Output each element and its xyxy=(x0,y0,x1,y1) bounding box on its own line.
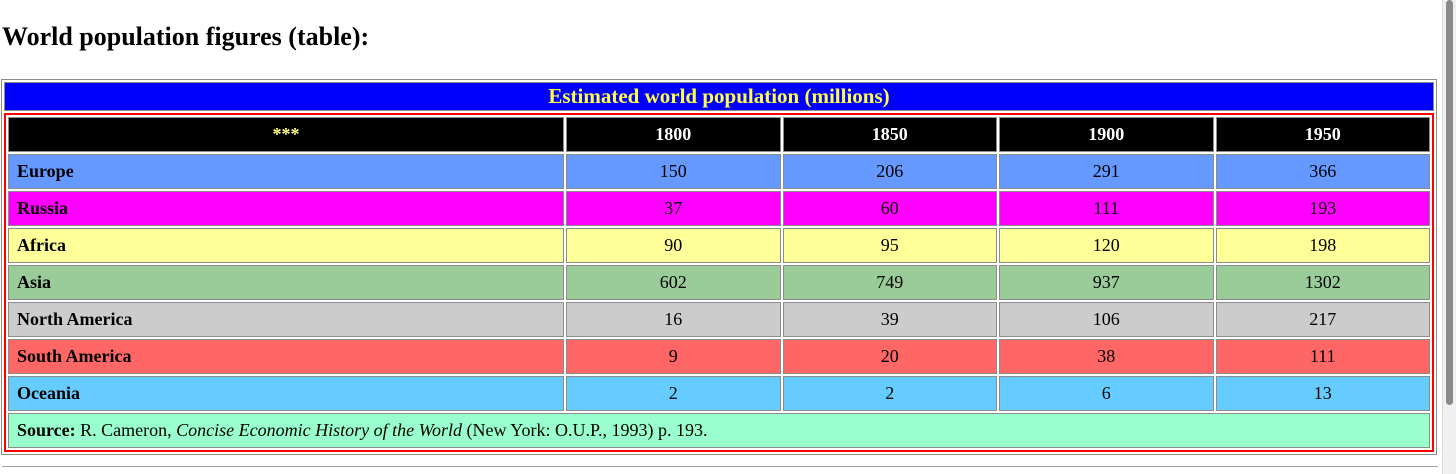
inner-table-frame xyxy=(4,113,1434,452)
region-cell: South America xyxy=(8,339,564,374)
value-cell: 291 xyxy=(999,154,1214,189)
value-cell: 1302 xyxy=(1216,265,1431,300)
value-cell: 120 xyxy=(999,228,1214,263)
table-row xyxy=(8,154,1430,189)
value-cell: 2 xyxy=(566,376,781,411)
value-cell: 198 xyxy=(1216,228,1431,263)
table-row xyxy=(8,339,1430,374)
value-cell: 37 xyxy=(566,191,781,226)
region-cell: Russia xyxy=(8,191,564,226)
value-cell: 60 xyxy=(783,191,998,226)
region-cell: Oceania xyxy=(8,376,564,411)
region-cell: North America xyxy=(8,302,564,337)
value-cell: 366 xyxy=(1216,154,1431,189)
value-cell: 111 xyxy=(1216,339,1431,374)
value-cell: 95 xyxy=(783,228,998,263)
value-cell: 6 xyxy=(999,376,1214,411)
horizontal-rule xyxy=(2,466,1438,467)
scrollbar-thumb[interactable] xyxy=(1446,0,1453,405)
value-cell: 16 xyxy=(566,302,781,337)
value-cell: 217 xyxy=(1216,302,1431,337)
region-cell: Europe xyxy=(8,154,564,189)
value-cell: 193 xyxy=(1216,191,1431,226)
year-header: 1950 xyxy=(1216,117,1431,152)
source-author: R. Cameron, xyxy=(75,420,177,440)
source-row xyxy=(8,413,1430,448)
source-details: (New York: O.U.P., 1993) p. 193. xyxy=(461,420,708,440)
value-cell: 602 xyxy=(566,265,781,300)
value-cell: 206 xyxy=(783,154,998,189)
year-header: 1800 xyxy=(566,117,781,152)
page-title: World population figures (table): xyxy=(2,22,370,51)
source-book-title: Concise Economic History of the World xyxy=(176,420,462,440)
value-cell: 38 xyxy=(999,339,1214,374)
value-cell: 106 xyxy=(999,302,1214,337)
value-cell: 13 xyxy=(1216,376,1431,411)
region-cell: Asia xyxy=(8,265,564,300)
corner-header: *** xyxy=(8,117,564,152)
value-cell: 39 xyxy=(783,302,998,337)
header-row xyxy=(8,117,1430,152)
year-header: 1900 xyxy=(999,117,1214,152)
table-row xyxy=(8,191,1430,226)
vertical-scrollbar[interactable] xyxy=(1442,0,1456,474)
table-caption: Estimated world population (millions) xyxy=(4,82,1434,111)
region-cell: Africa xyxy=(8,228,564,263)
value-cell: 111 xyxy=(999,191,1214,226)
inner-table xyxy=(6,115,1432,450)
population-table xyxy=(1,79,1437,455)
table-row xyxy=(8,265,1430,300)
year-header: 1850 xyxy=(783,117,998,152)
table-row xyxy=(8,302,1430,337)
value-cell: 9 xyxy=(566,339,781,374)
value-cell: 937 xyxy=(999,265,1214,300)
value-cell: 2 xyxy=(783,376,998,411)
value-cell: 90 xyxy=(566,228,781,263)
value-cell: 150 xyxy=(566,154,781,189)
table-row xyxy=(8,228,1430,263)
table-row xyxy=(8,376,1430,411)
source-label: Source: xyxy=(17,420,76,440)
source-cell xyxy=(8,413,1430,448)
value-cell: 20 xyxy=(783,339,998,374)
value-cell: 749 xyxy=(783,265,998,300)
